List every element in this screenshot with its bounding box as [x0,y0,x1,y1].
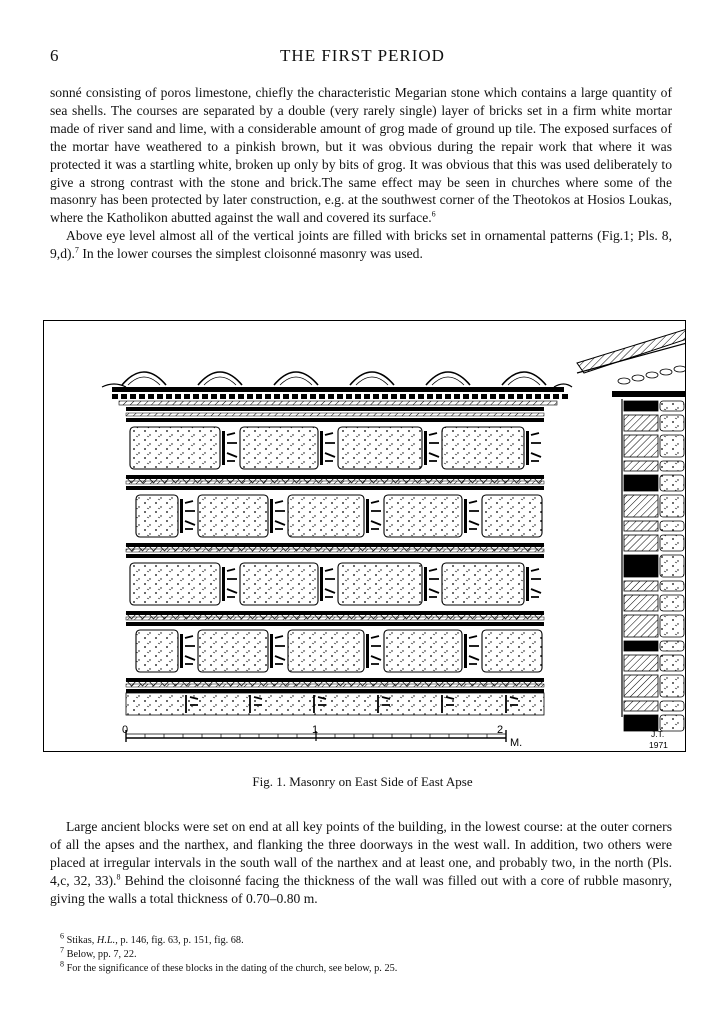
page-header [50,46,675,70]
footnote-ref-8: 8 [116,872,121,882]
figure-caption: Fig. 1. Masonry on East Side of East Apse [252,774,473,789]
scale-label-0: 0 [122,724,129,736]
footnote-7-text: Below, pp. 7, 22. [64,949,137,960]
footnote-ref-6: 6 [431,209,436,219]
paragraph-3-text: Large ancient blocks were set on end at all key points of the building, in the lowest course: at the outer corners of all the apses and the narthex, and flanking the three doorways in the west wall. In addition, two others were placed at irregular intervals in the south wall of the narthex and at least one, and probably two, in the north (Pls. 4,c, 32, 33). [50,819,672,888]
paragraph-1-text: sonné consisting of poros limestone, chiefly the characteristic Megarian stone which contains a large quantity of sea shells. The courses are separated by a double (very rarely single) layer of bricks set in a firm white mortar made of river sand and lime, with a considerable amount of grog made of ground up tile. The exposed surfaces of the mortar have weathered to a pinkish brown, but it was obvious during the repair work that where it was protected it was a startling white, broken up only by bits of grog. It was obvious that this was used deliberately to give a strong contrast with the stone and brick.The same effect may be seen in churches where some of the masonry has been protected by later construction, e.g. at the southwest corner of the Theotokos at Hosios Loukas, where the Katholikon abutted against the wall and covered its surface. [50,85,672,226]
body-paragraphs-top [50,84,672,263]
masonry-figure [43,320,686,752]
paragraph-2-text-a: Above eye level almost all of the vertical joints are filled with bricks set in ornamental patterns (Fig.1; Pls. 8, 9,d). [50,228,672,262]
footnote-8-text: For the significance of these blocks in the dating of the church, see below, p. 25. [64,963,398,974]
page-number: 6 [50,46,59,65]
footnote-6-italic: H.L. [96,935,116,946]
body-paragraph-bottom [50,818,672,908]
paragraph-3 [50,818,672,908]
running-head: THE FIRST PERIOD [280,46,445,65]
scale-unit: M. [510,737,523,749]
signature-year: 1971 [649,740,668,750]
signature-initials: J.T. [651,729,665,739]
paragraph-2 [50,227,672,263]
scale-label-1: 1 [312,724,319,736]
paragraph-1 [50,84,672,227]
scale-label-2: 2 [497,724,504,736]
footnotes [60,931,660,976]
paragraph-3-text-b: Behind the cloisonné facing the thickness of the wall was filled out with a core of rubble masonry, giving the walls a total thickness of 0.70–0.80 m. [50,872,672,906]
footnote-8 [60,959,660,976]
footnote-8-num: 8 [60,959,64,969]
masonry-drawing [44,321,686,752]
footnote-6-text: Stikas, [64,935,97,946]
footnote-6 [60,931,660,948]
footnote-7-num: 7 [60,945,64,955]
paragraph-2-text-b: In the lower courses the simplest cloisonné masonry was used. [78,246,423,262]
footnote-7 [60,945,660,962]
footnote-6-text-post: , p. 146, fig. 63, p. 151, fig. 68. [115,935,244,946]
footnote-6-num: 6 [60,931,64,941]
scale-bar [122,724,522,749]
footnote-ref-7: 7 [74,245,79,255]
